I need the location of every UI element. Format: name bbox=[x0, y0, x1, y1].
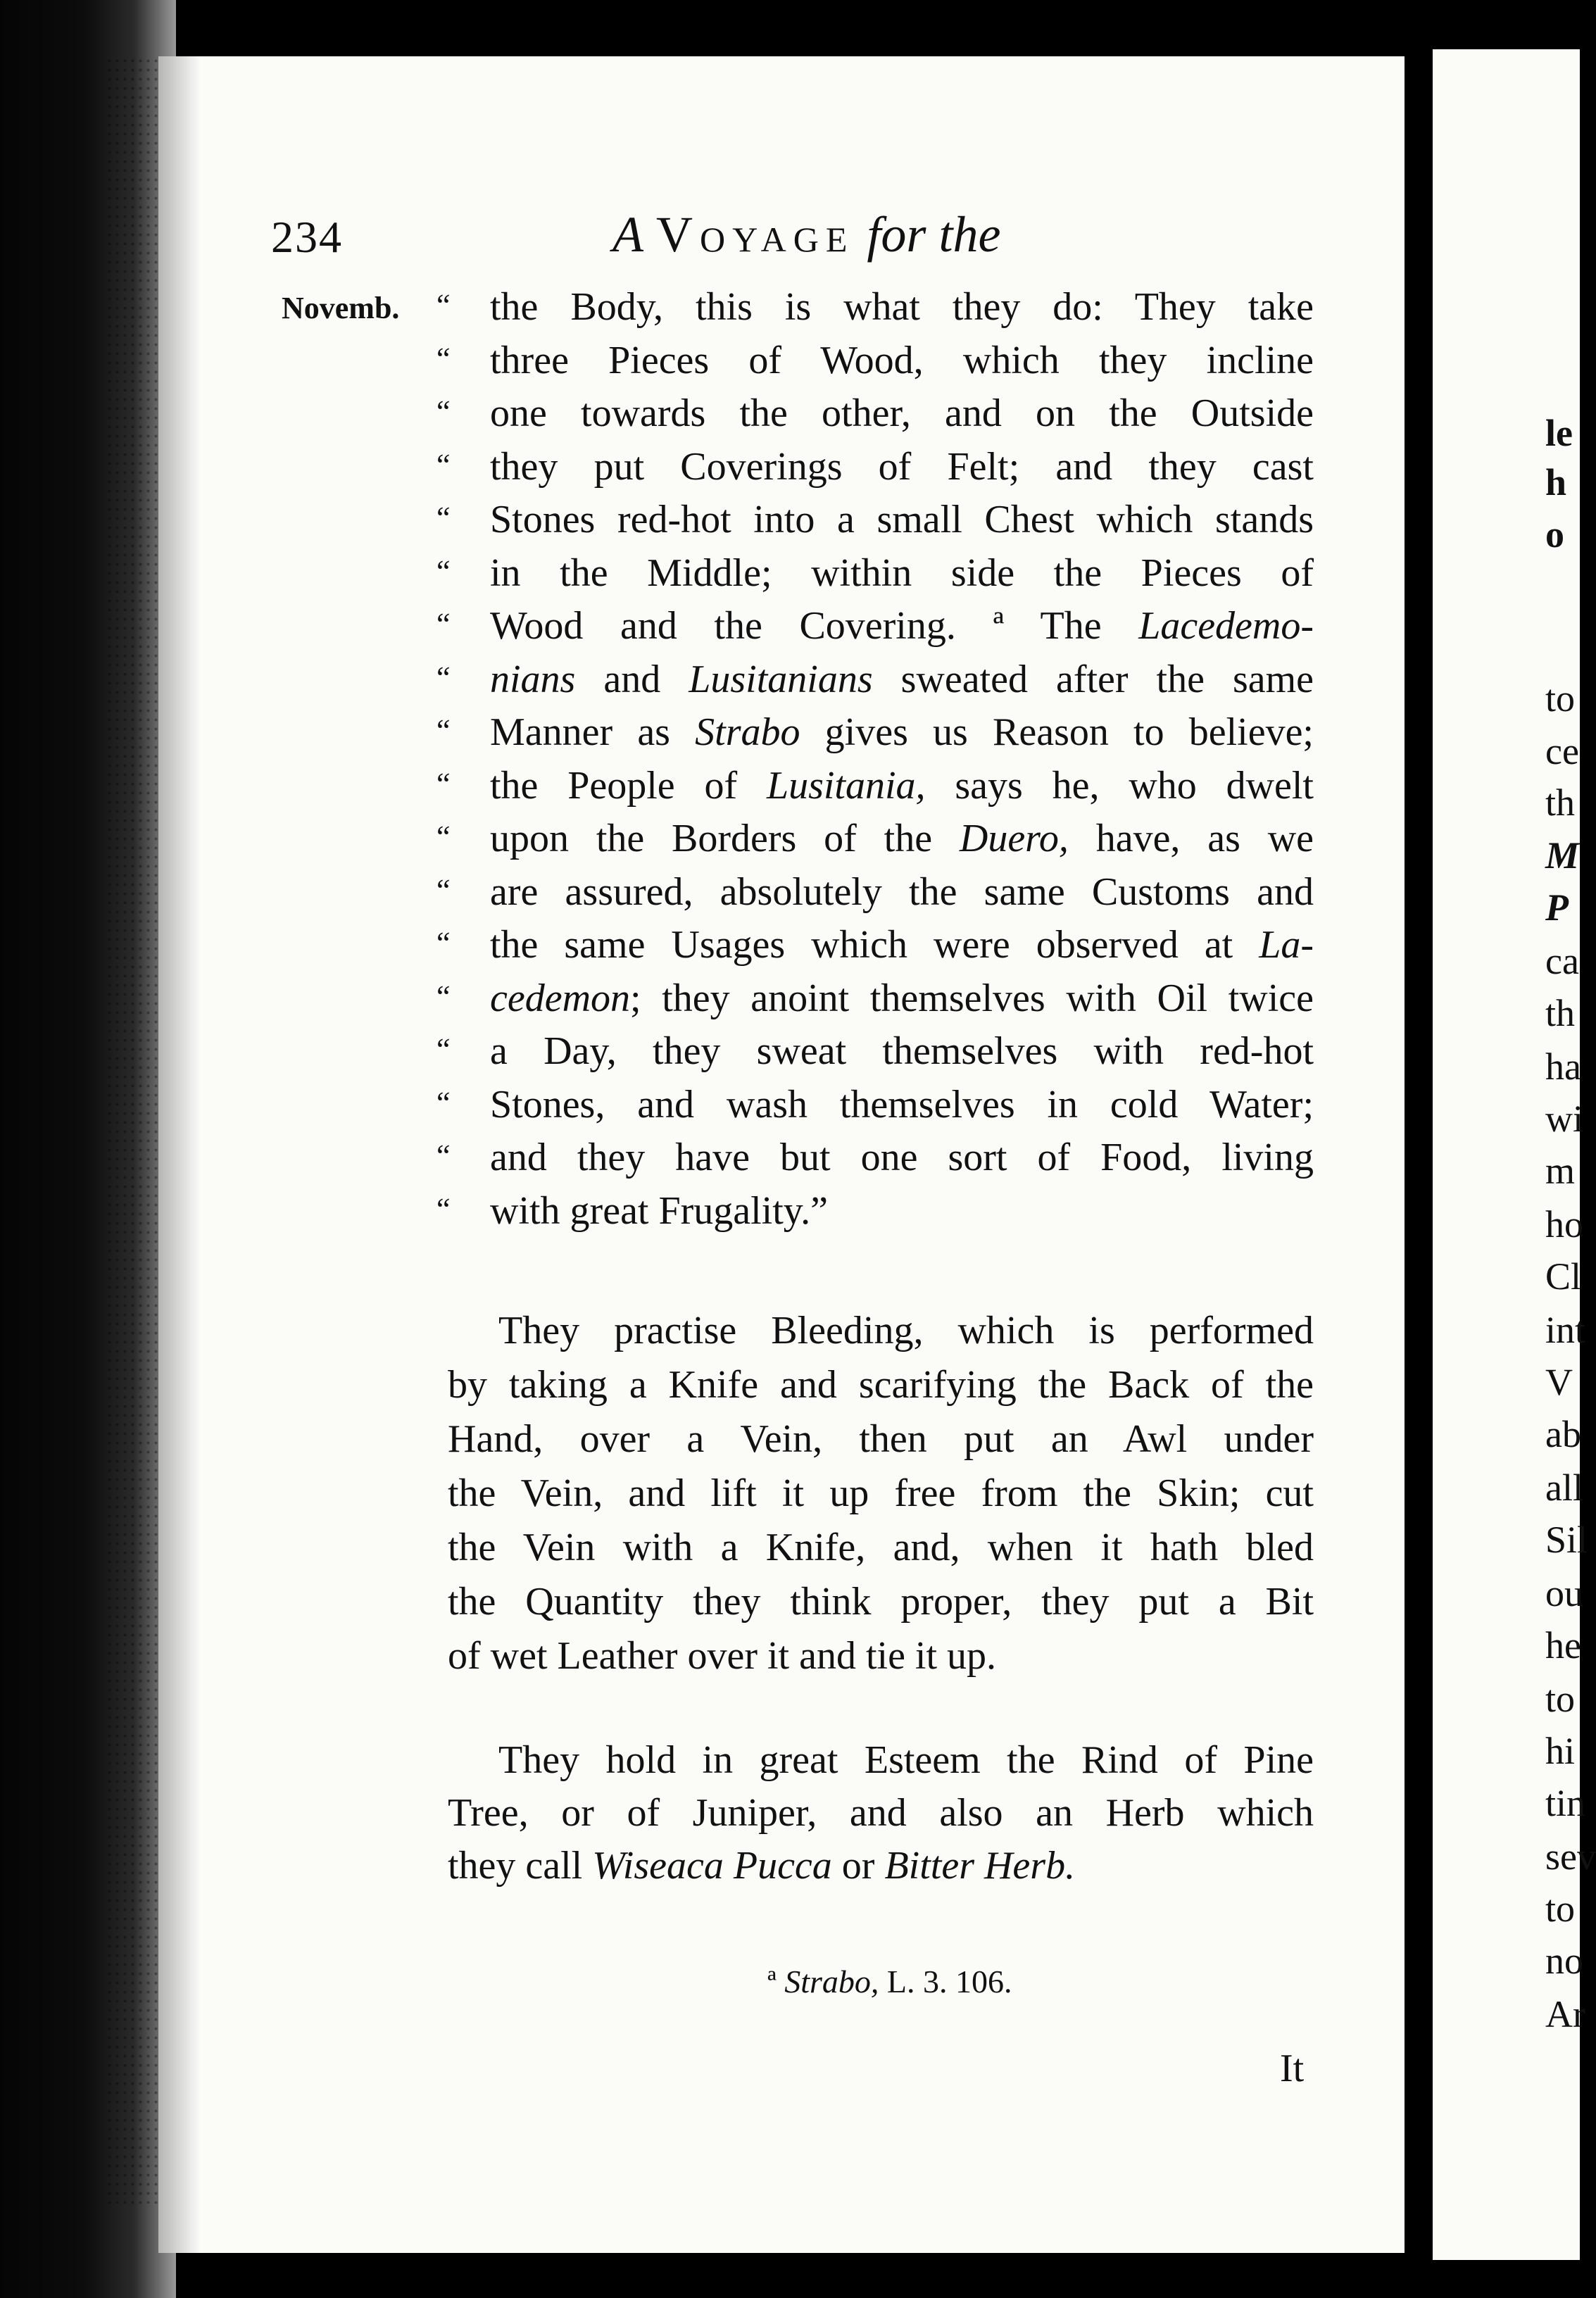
text-span: they call bbox=[448, 1844, 593, 1888]
facing-page-fragment: le bbox=[1545, 412, 1573, 454]
quote-mark: “ bbox=[436, 979, 451, 1014]
facing-page-fragment: ha bbox=[1545, 1046, 1581, 1088]
text-span: ; they anoint themselves with Oil twice bbox=[630, 976, 1314, 1020]
text-line bbox=[490, 712, 1314, 752]
text-span: the same Usages which were observed at bbox=[490, 923, 1259, 967]
facing-page-fragment: ca bbox=[1545, 940, 1579, 982]
facing-page-fragment: to bbox=[1545, 1678, 1576, 1720]
text-line bbox=[490, 287, 1314, 327]
text-line bbox=[490, 500, 1314, 539]
italic-text: Wiseaca Pucca bbox=[592, 1844, 832, 1888]
facing-page-fragment: th bbox=[1545, 781, 1576, 824]
facing-page-fragment: th bbox=[1545, 992, 1576, 1034]
facing-page-fragment: ho bbox=[1545, 1203, 1583, 1245]
facing-page-fragment: V bbox=[1545, 1361, 1573, 1403]
text-line bbox=[448, 1580, 1314, 1624]
text-span: gives us Reason to believe; bbox=[800, 710, 1314, 754]
facing-page-fragment: ou bbox=[1545, 1572, 1583, 1614]
italic-text: Bitter Herb. bbox=[884, 1844, 1076, 1888]
text-span: the People of bbox=[490, 763, 767, 808]
text-span: they put Coverings of Felt; and they cast bbox=[490, 444, 1314, 489]
text-line bbox=[448, 1365, 1314, 1405]
text-line bbox=[490, 444, 1314, 489]
facing-page-fragment: sev bbox=[1545, 1835, 1596, 1878]
quote-mark: “ bbox=[436, 872, 451, 908]
footnote-marker: ª bbox=[767, 1964, 777, 1999]
footnote-source: Strabo, bbox=[784, 1964, 879, 1999]
text-span: They practise Bleeding, which is performed bbox=[498, 1309, 1314, 1352]
running-title bbox=[612, 206, 1000, 264]
page-number: 234 bbox=[271, 212, 343, 262]
text-span: a Day, they sweat themselves with red-hot bbox=[490, 1029, 1314, 1073]
facing-page-fragment: hi bbox=[1545, 1730, 1576, 1772]
text-line bbox=[448, 1793, 1314, 1833]
facing-page-fragment: o bbox=[1545, 513, 1564, 555]
text-span: in the Middle; within side the Pieces of bbox=[490, 551, 1314, 595]
footnote bbox=[767, 1963, 1012, 2000]
text-line bbox=[490, 1082, 1314, 1126]
text-line bbox=[490, 391, 1314, 435]
page-divider bbox=[1405, 0, 1433, 2298]
italic-text: Lacedemo- bbox=[1138, 604, 1314, 648]
text-span: Tree, or of Juniper, and also an Herb which bbox=[448, 1791, 1314, 1835]
quote-mark: “ bbox=[436, 766, 451, 801]
text-span: Stones red-hot into a small Chest which stands bbox=[490, 498, 1314, 541]
quote-mark: “ bbox=[436, 447, 451, 482]
text-line bbox=[490, 1188, 1314, 1233]
text-span: Stones, and wash themselves in cold Water; bbox=[490, 1082, 1314, 1126]
facing-page-fragment: h bbox=[1545, 461, 1567, 503]
quote-mark: “ bbox=[436, 394, 451, 429]
text-line bbox=[448, 1419, 1314, 1459]
italic-text: Lusitania, bbox=[766, 763, 926, 808]
text-line bbox=[498, 1311, 1314, 1350]
text-line bbox=[490, 925, 1314, 965]
facing-page-fragment: M bbox=[1545, 834, 1580, 877]
facing-page-fragment: to bbox=[1545, 1888, 1576, 1930]
facing-page-fragment: all bbox=[1545, 1467, 1583, 1509]
quote-mark: “ bbox=[436, 607, 451, 641]
text-line bbox=[490, 976, 1314, 1020]
text-line bbox=[448, 1528, 1314, 1567]
quote-mark: “ bbox=[436, 288, 451, 322]
text-line bbox=[490, 606, 1314, 646]
running-title-main: Voyage bbox=[655, 206, 855, 263]
text-span: the Quantity they think proper, they put a Bit bbox=[448, 1580, 1314, 1624]
running-title-suffix: for the bbox=[867, 206, 1001, 263]
quote-mark: “ bbox=[436, 660, 451, 695]
text-line bbox=[490, 338, 1314, 382]
facing-page-fragment: ce bbox=[1545, 730, 1579, 772]
page-shadow bbox=[158, 56, 201, 2253]
text-line bbox=[490, 819, 1314, 858]
text-span: They hold in great Esteem the Rind of Pine bbox=[498, 1738, 1314, 1782]
text-span: the Vein, and lift it up free from the Skin; cut bbox=[448, 1471, 1314, 1515]
italic-text: Duero, bbox=[959, 817, 1069, 860]
text-line bbox=[490, 869, 1314, 914]
italic-text: cedemon bbox=[490, 976, 631, 1020]
italic-text: Strabo bbox=[695, 710, 800, 754]
text-span: Wood and the Covering. ª The bbox=[490, 604, 1139, 648]
text-span: one towards the other, and on the Outside bbox=[490, 391, 1314, 435]
text-line bbox=[498, 1740, 1314, 1780]
quote-mark: “ bbox=[436, 1191, 451, 1226]
text-span: upon the Borders of the bbox=[490, 817, 960, 860]
facing-page-fragment: Sil bbox=[1545, 1519, 1588, 1561]
text-span: the Vein with a Knife, and, when it hath bled bbox=[448, 1526, 1314, 1569]
footnote-ref: L. 3. 106. bbox=[886, 1964, 1012, 1999]
text-span: with great Frugality.” bbox=[490, 1188, 829, 1233]
text-span: Hand, over a Vein, then put an Awl under bbox=[448, 1417, 1314, 1461]
facing-page-fragment: int bbox=[1545, 1309, 1586, 1351]
quote-mark: “ bbox=[436, 341, 451, 376]
facing-page-fragment: Ar bbox=[1545, 1993, 1585, 2035]
quote-mark: “ bbox=[436, 553, 451, 589]
quote-mark: “ bbox=[436, 1032, 451, 1067]
italic-text: nians bbox=[490, 657, 576, 701]
text-line bbox=[490, 553, 1314, 593]
text-line bbox=[490, 1031, 1314, 1071]
facing-page-fragment: ab bbox=[1545, 1413, 1581, 1455]
text-span: are assured, absolutely the same Customs and bbox=[490, 869, 1314, 914]
text-line bbox=[448, 1471, 1314, 1515]
facing-page-fragment: m bbox=[1545, 1150, 1576, 1192]
text-span: and bbox=[575, 657, 689, 701]
facing-page-fragment: he bbox=[1545, 1624, 1581, 1666]
quote-mark: “ bbox=[436, 820, 451, 854]
margin-note: Novemb. bbox=[282, 291, 400, 325]
text-span: the Body, this is what they do: They take bbox=[490, 285, 1314, 329]
quote-mark: “ bbox=[436, 926, 451, 960]
quote-mark: “ bbox=[436, 1138, 451, 1173]
text-line bbox=[448, 1636, 1314, 1676]
facing-page-fragment: tin bbox=[1545, 1782, 1586, 1824]
facing-page-fragment: to bbox=[1545, 677, 1576, 720]
text-span: three Pieces of Wood, which they incline bbox=[490, 338, 1314, 382]
text-span: says he, who dwelt bbox=[925, 763, 1314, 808]
text-span: of wet Leather over it and tie it up. bbox=[448, 1634, 997, 1678]
text-span: sweated after the same bbox=[872, 657, 1314, 701]
facing-page-fragment: no bbox=[1545, 1940, 1583, 1982]
running-title-prefix: A bbox=[612, 206, 643, 263]
quote-mark: “ bbox=[436, 713, 451, 748]
text-span: by taking a Knife and scarifying the Back of the bbox=[448, 1363, 1314, 1407]
text-line bbox=[490, 763, 1314, 808]
quote-mark: “ bbox=[436, 1085, 451, 1120]
italic-text: La- bbox=[1259, 923, 1314, 967]
catchword: It bbox=[1280, 2047, 1305, 2090]
facing-page-fragment: wi bbox=[1545, 1098, 1583, 1140]
quote-mark: “ bbox=[436, 501, 451, 535]
text-span: Manner as bbox=[490, 710, 696, 754]
text-line bbox=[448, 1844, 1314, 1888]
text-span: or bbox=[831, 1844, 885, 1888]
text-line bbox=[490, 1138, 1314, 1177]
text-line bbox=[490, 657, 1314, 701]
facing-page-fragment: P bbox=[1545, 886, 1569, 929]
facing-page-fragment: Cl bbox=[1545, 1255, 1582, 1298]
text-span: and they have but one sort of Food, living bbox=[490, 1136, 1314, 1179]
text-span: have, as we bbox=[1068, 817, 1314, 860]
italic-text: Lusitanians bbox=[689, 657, 873, 701]
